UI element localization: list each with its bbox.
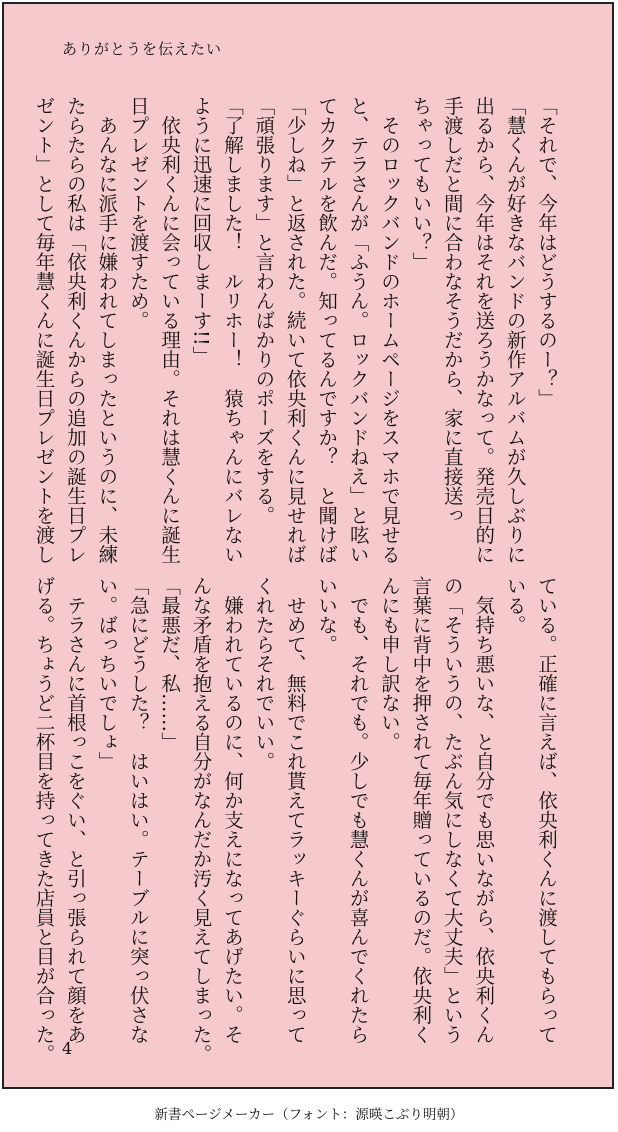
text-line: くれたらそれでいい。 bbox=[252, 576, 276, 771]
text-line: 手渡しだと間に合わなそうだから、家に直接送っ bbox=[440, 96, 464, 525]
text-line: 「頑張ります」と言わんばかりのポーズをする。 bbox=[252, 96, 276, 525]
text-line: いいな。 bbox=[315, 576, 339, 654]
page-number: 4 bbox=[62, 1039, 73, 1058]
page-header-title: ありがとうを伝えたい bbox=[62, 40, 223, 58]
text-line: んな矛盾を抱える自分がなんだか汚く見えてしまった。 bbox=[189, 576, 213, 1064]
text-line: いる。 bbox=[503, 576, 527, 635]
text-line: と、テラさんが「ふうん。ロックバンドねえ」と呟い bbox=[346, 96, 370, 564]
text-line: 日プレゼントを渡すため。 bbox=[126, 96, 150, 330]
text-line: 「慧くんが好きなバンドの新作アルバムが久しぶりに bbox=[503, 96, 527, 564]
text-line: でも、それでも。少しでも慧くんが喜んでくれたら bbox=[346, 576, 370, 1044]
text-line: 「最悪だ、私……」 bbox=[158, 576, 182, 752]
text-line: そのロックバンドのホームページをスマホで見せる bbox=[377, 96, 401, 564]
text-block-top bbox=[32, 96, 562, 564]
text-line: ゼント」として毎年慧くんに誕生日プレゼントを渡し bbox=[32, 96, 56, 564]
text-line: ちゃってもいい？」 bbox=[409, 96, 433, 272]
text-line: あんなに派手に嫌われてしまったというのに、未練 bbox=[95, 96, 119, 564]
text-line: 言葉に背中を押されて毎年贈っているのだ。依央利く bbox=[409, 576, 433, 1044]
text-line: てカクテルを飲んだ。知ってるんですか？ と聞けば bbox=[315, 96, 339, 564]
book-page bbox=[2, 2, 614, 1089]
text-line: げる。ちょうど二杯目を持ってきた店員と目が合った。 bbox=[32, 576, 56, 1064]
text-line: テラさんに首根っこをぐい、と引っ張られて顔をあ bbox=[63, 576, 87, 1044]
text-line: 嫌われているのに、何か支えになってあげたい。そ bbox=[220, 576, 244, 1044]
text-line: 「急にどうした？ はいはい。テーブルに突っ伏さな bbox=[126, 576, 150, 1044]
text-line: 出るから、今年はそれを送ろうかなって。発売日的に bbox=[472, 96, 496, 564]
text-line: の「そういうの、たぶん気にしなくて大丈夫」という bbox=[440, 576, 464, 1044]
text-line: 依央利くんに会っている理由。それは慧くんに誕生 bbox=[158, 96, 182, 564]
text-line: ている。正確に言えば、依央利くんに渡してもらって bbox=[535, 576, 558, 1044]
text-block-bottom bbox=[32, 576, 562, 1064]
text-line: せめて、無料でこれ貰えてラッキーぐらいに思って bbox=[283, 576, 307, 1044]
text-line: ように迅速に回収しまーす!!」 bbox=[189, 96, 213, 366]
text-line: んにも申し訳ない。 bbox=[377, 576, 401, 752]
text-line: 「了解しました！ ルリホー！ 猿ちゃんにバレない bbox=[220, 96, 244, 564]
text-line: い。ばっちいでしょ」 bbox=[95, 576, 119, 771]
text-line: たらたらの私は「依央利くんからの追加の誕生日プレ bbox=[63, 96, 87, 564]
text-line: 「それで、今年はどうするのー？」 bbox=[535, 96, 558, 408]
text-line: 「少しね」と返された。続いて依央利くんに見せれば bbox=[283, 96, 307, 564]
footer-credit: 新書ページメーカー（フォント：源暎こぶり明朝） bbox=[154, 1107, 464, 1123]
text-line: 気持ち悪いな、と自分でも思いながら、依央利くん bbox=[472, 576, 496, 1044]
